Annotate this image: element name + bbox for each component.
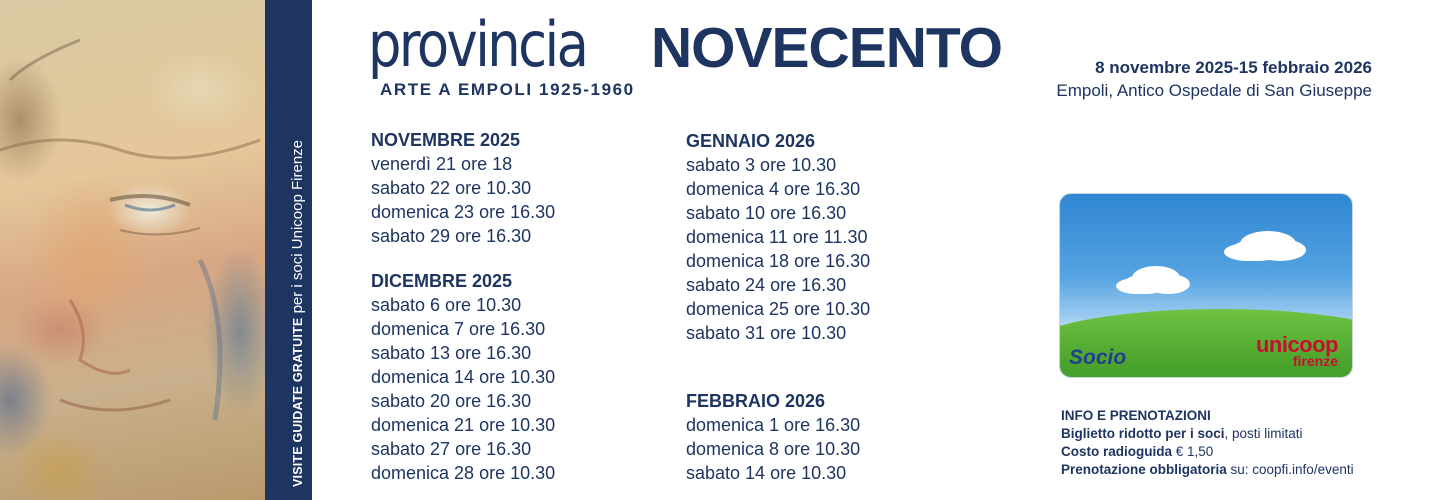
exhibition-dates: [1056, 56, 1372, 102]
logo-coop: coop: [1287, 332, 1338, 357]
exhibition-title: [368, 8, 1003, 81]
month-heading: DICEMBRE 2025: [371, 271, 513, 291]
info-line: [1061, 461, 1354, 479]
schedule-item: sabato 31 ore 10.30: [686, 323, 847, 343]
schedule-item: domenica 1 ore 16.30: [686, 415, 861, 435]
schedule-january: [686, 129, 870, 345]
schedule-item: domenica 21 ore 10.30: [371, 415, 556, 435]
schedule-item: domenica 28 ore 10.30: [371, 463, 556, 483]
exhibition-subtitle: ARTE A EMPOLI 1925-1960: [380, 80, 635, 99]
schedule-february: [686, 389, 860, 485]
schedule-item: sabato 22 ore 10.30: [371, 178, 532, 198]
unicoop-logo: [1256, 334, 1338, 368]
info-heading: INFO E PRENOTAZIONI: [1061, 408, 1211, 423]
info-line-bold: Prenotazione obbligatoria: [1061, 462, 1227, 477]
painting-brushwork: [0, 0, 265, 500]
schedule-item: sabato 20 ore 16.30: [371, 391, 532, 411]
schedule-item: domenica 23 ore 16.30: [371, 202, 556, 222]
info-block: [1061, 407, 1354, 479]
info-line-bold: Costo radioguida: [1061, 444, 1172, 459]
member-card: [1059, 193, 1353, 378]
cloud-icon: [1232, 239, 1284, 261]
sidebar-text-bold: VISITE GUIDATE GRATUITE: [291, 317, 305, 487]
venue: Empoli, Antico Ospedale di San Giuseppe: [1056, 81, 1372, 100]
month-heading: GENNAIO 2026: [686, 131, 816, 151]
portrait-painting: [0, 0, 265, 500]
schedule-item: sabato 3 ore 10.30: [686, 155, 837, 175]
schedule-item: sabato 13 ore 16.30: [371, 343, 532, 363]
info-line-rest: su: coopfi.info/eventi: [1226, 462, 1354, 477]
title-bold: NOVECENTO: [651, 16, 1003, 80]
info-line-bold: Biglietto ridotto per i soci: [1061, 426, 1225, 441]
schedule-item: domenica 7 ore 16.30: [371, 319, 546, 339]
month-heading: FEBBRAIO 2026: [686, 391, 826, 411]
cloud-icon: [1124, 274, 1168, 294]
logo-uni: uni: [1255, 332, 1288, 357]
schedule-item: sabato 6 ore 10.30: [371, 295, 522, 315]
info-line: [1061, 425, 1354, 443]
info-line-rest: , posti limitati: [1224, 426, 1303, 441]
schedule-item: domenica 4 ore 16.30: [686, 179, 861, 199]
schedule-item: sabato 29 ore 16.30: [371, 226, 532, 246]
logo-firenze: firenze: [1292, 353, 1338, 369]
month-heading: NOVEMBRE 2025: [371, 130, 521, 150]
schedule-item: sabato 24 ore 16.30: [686, 275, 847, 295]
card-label: Socio: [1069, 346, 1127, 369]
schedule-item: domenica 14 ore 10.30: [371, 367, 556, 387]
schedule-item: sabato 27 ore 16.30: [371, 439, 532, 459]
schedule-november: [371, 128, 555, 248]
info-line: [1061, 443, 1354, 461]
schedule-item: venerdì 21 ore 18: [371, 154, 513, 174]
sidebar-vertical-text: [288, 87, 308, 487]
title-thin: provincia: [368, 8, 587, 81]
schedule-item: domenica 25 ore 10.30: [686, 299, 871, 319]
schedule-item: sabato 10 ore 16.30: [686, 203, 847, 223]
sidebar-text-regular: per i soci Unicoop Firenze: [289, 140, 306, 318]
schedule-item: domenica 8 ore 10.30: [686, 439, 861, 459]
date-range: 8 novembre 2025-15 febbraio 2026: [1095, 58, 1372, 77]
info-line-rest: € 1,50: [1172, 444, 1214, 459]
schedule-item: domenica 18 ore 16.30: [686, 251, 871, 271]
schedule-item: domenica 11 ore 11.30: [686, 227, 868, 247]
schedule-item: sabato 14 ore 10.30: [686, 463, 847, 483]
schedule-december: [371, 269, 555, 485]
